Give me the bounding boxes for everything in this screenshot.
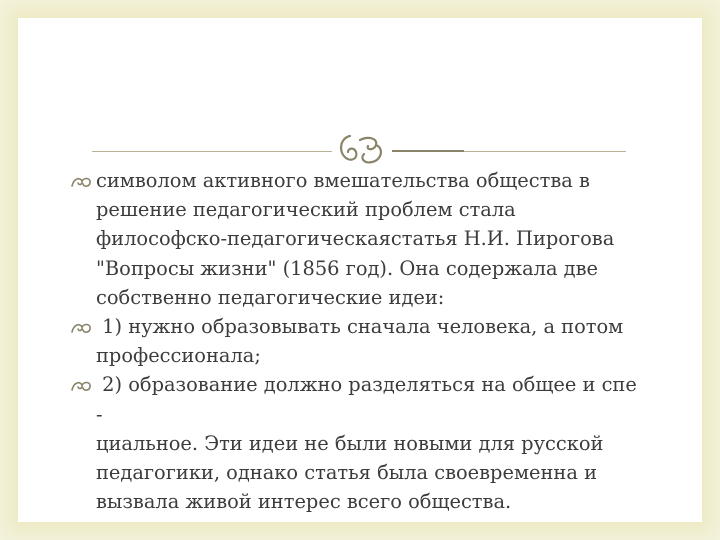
bullet-text-line: циальное. Эти идеи не были новыми для русской (96, 431, 604, 455)
bullet-text-line: профессионала; (96, 344, 261, 368)
flourish-bullet-icon (70, 321, 92, 335)
flourish-bullet-icon (70, 379, 92, 393)
bullet-item (70, 166, 690, 312)
title-rule-left (92, 151, 332, 152)
bullet-text-line: 1) нужно образовывать сначала человека, а потом (96, 315, 624, 339)
bullet-text-line: собственно педагогические идеи: (96, 285, 445, 309)
slide-content (70, 166, 690, 516)
scroll-ornament-icon (336, 132, 388, 168)
bullet-text-line: "Вопросы жизни" (1856 год). Она содержала две (96, 256, 598, 280)
bullet-text-line: философско-педагогическаястатья Н.И. Пирогова (96, 227, 615, 251)
bullet-text-line: вызвала живой интерес всего общества. (96, 490, 512, 514)
bullet-text-line: - (96, 402, 103, 426)
title-rule-accent (392, 150, 464, 152)
bullet-text-line: символом активного вмешательства общества в (96, 169, 590, 192)
bullet-text-line: решение педагогический проблем стала (96, 198, 516, 222)
bullet-text-line: 2) образование должно разделяться на общее и спе (96, 373, 637, 397)
title-area (0, 0, 720, 170)
bullet-text-line: педагогики, однако статья была своевременна и (96, 461, 598, 485)
bullet-item (70, 312, 690, 370)
bullet-item (70, 370, 690, 516)
flourish-bullet-icon (70, 175, 92, 189)
